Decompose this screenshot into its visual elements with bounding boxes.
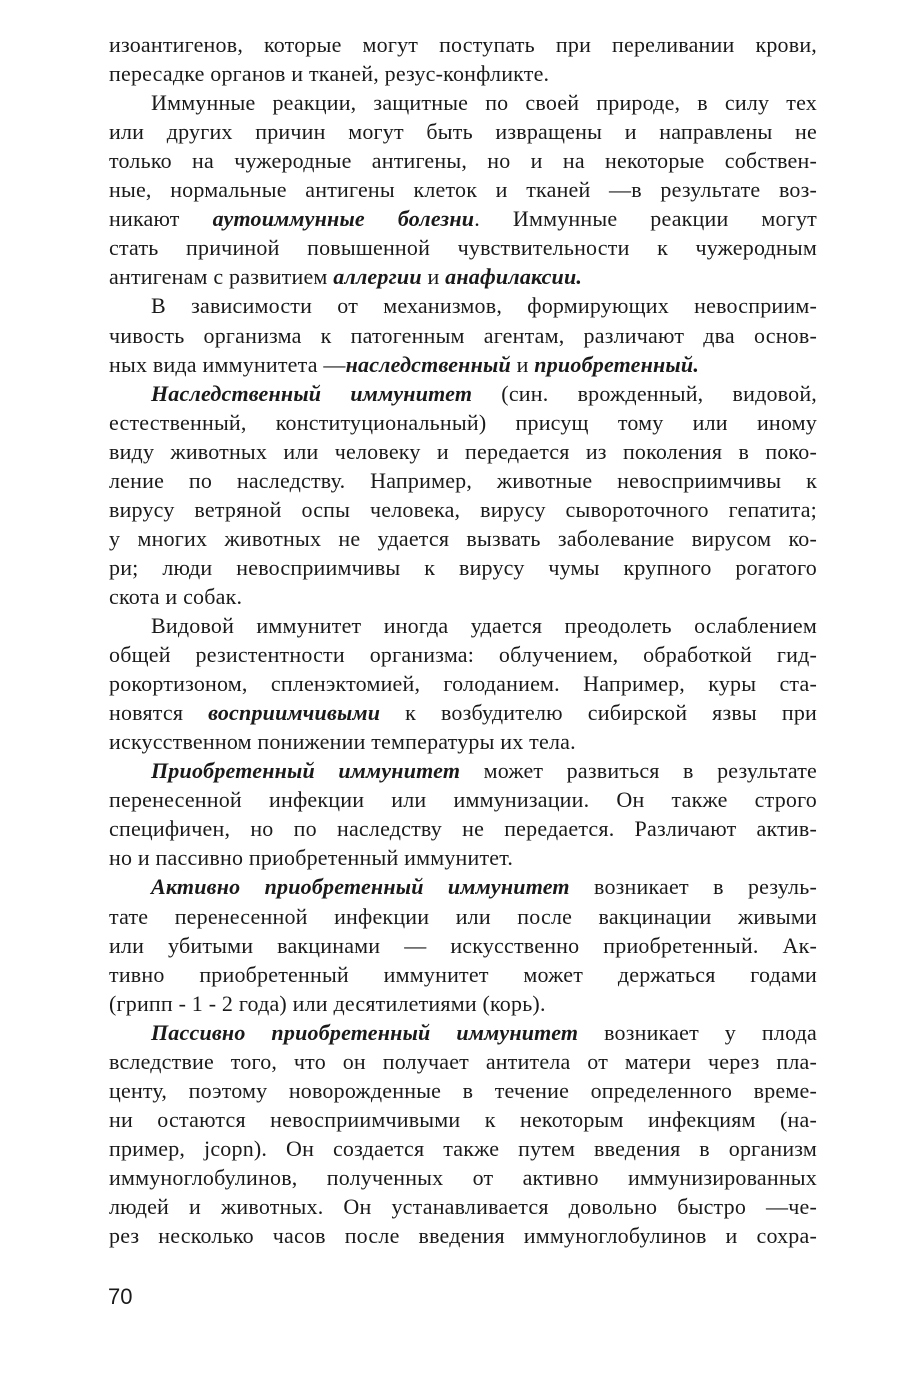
text-run: или убитыми вакцинами — искусственно приобретенный. Ак- [109,932,817,958]
emphasized-term: восприимчивыми [208,700,381,726]
text-run: только на чужеродные антигены, но и на некоторые собствен- [109,148,817,174]
text-line [109,408,817,437]
text-line [109,785,817,814]
text-run: или других причин могут быть извращены и направлены не [109,119,817,145]
text-line [109,350,817,379]
text-run: (син. врожденный, видовой, [472,380,817,406]
text-run: (грипп - 1 - 2 года) или десятилетиями (корь). [109,990,546,1016]
text-line [109,204,817,233]
emphasized-term: анафилаксии. [445,264,583,290]
text-line [109,1221,817,1250]
emphasized-term: Активно приобретенный иммунитет [151,874,570,900]
text-run: центу, поэтому новорожденные в течение определенного време- [109,1077,817,1103]
text-run: . Иммунные реакции могут [474,206,817,232]
text-line [109,640,817,669]
text-run: виду животных или человеку и передается из поколения в поко- [109,438,817,464]
text-run: ление по наследству. Например, животные невосприимчивы к [109,467,817,493]
text-run: тате перенесенной инфекции или после вакцинации живыми [109,903,817,929]
text-run: возникает в резуль- [569,874,817,900]
emphasized-term: наследственный [345,351,511,377]
text-line [109,437,817,466]
text-line [109,902,817,931]
text-run: искусственном понижении температуры их тела. [109,729,576,755]
text-run: вирусу ветряной оспы человека, вирусу сывороточного гепатита; [109,496,817,522]
text-run: иммуноглобулинов, полученных от активно иммунизированных [109,1164,817,1190]
text-line [109,30,817,59]
text-run: рез несколько часов после введения иммуноглобулинов и сохра- [109,1223,817,1249]
emphasized-term: аллергии [333,264,422,290]
text-line [109,146,817,175]
text-run: никают [109,206,213,232]
text-line [109,1192,817,1221]
text-run: к возбудителю сибирской язвы при [380,700,817,726]
text-line [109,1105,817,1134]
text-run: у многих животных не удается вызвать заболевание вирусом ко- [109,525,817,551]
text-line [109,321,817,350]
text-line [109,1076,817,1105]
text-run: скота и собак. [109,583,243,609]
text-run: пример, jcopn). Он создается также путем введения в организм [109,1135,817,1161]
text-run: вследствие того, что он получает антитела от матери через пла- [109,1048,817,1074]
emphasized-term: Пассивно приобретенный иммунитет [151,1019,579,1045]
text-run: пересадке органов и тканей, резус-конфликте. [109,61,550,87]
text-run: В зависимости от механизмов, формирующих невосприим- [151,293,817,319]
text-run: естественный, конституциональный) присущ тому или иному [109,409,817,435]
text-line [109,59,817,88]
text-run: но и пассивно приобретенный иммунитет. [109,845,514,871]
text-run: Видовой иммунитет иногда удается преодолеть ослаблением [151,613,817,638]
text-line [109,931,817,960]
text-run: ни остаются невосприимчивыми к некоторым инфекциям (на- [109,1106,817,1132]
text-line [109,727,817,756]
text-line [109,233,817,262]
text-line [151,88,817,117]
text-line [109,989,817,1018]
emphasized-term: Наследственный иммунитет [151,380,473,406]
text-run: и [510,351,535,377]
text-run: возникает у плода [578,1019,817,1045]
text-line [151,379,817,408]
text-line [109,117,817,146]
text-line [109,1163,817,1192]
text-run: рокортизоном, спленэктомией, голоданием. Например, куры ста- [109,671,817,697]
emphasized-term: приобретенный. [534,351,700,377]
text-line [151,872,817,901]
text-run: и [421,264,446,290]
text-line [109,698,817,727]
text-run: специфичен, но по наследству не передается. Различают актив- [109,816,817,842]
text-run: может развиться в результате [460,758,817,784]
text-run: ных вида иммунитета — [109,351,346,377]
text-line [151,611,817,640]
text-run: людей и животных. Он устанавливается довольно быстро —че- [109,1194,817,1219]
emphasized-term: Приобретенный иммунитет [151,758,461,784]
text-line [109,466,817,495]
text-run: изоантигенов, которые могут поступать при переливании крови, [109,32,817,57]
text-run: ри; люди невосприимчивы к вирусу чумы крупного рогатого [109,554,817,580]
text-line [109,582,817,611]
text-run: антигенам с развитием [109,264,334,290]
text-line [109,175,817,204]
text-line [109,843,817,872]
text-run: ные, нормальные антигены клеток и тканей —в результате воз- [109,177,817,203]
page-number: 70 [108,1284,133,1309]
text-run: Иммунные реакции, защитные по своей природе, в силу тех [151,90,817,116]
text-line [151,291,817,320]
text-line [109,524,817,553]
text-line [109,1047,817,1076]
text-line [109,669,817,698]
text-line [109,1134,817,1163]
text-run: перенесенной инфекции или иммунизации. Он также строго [109,787,817,813]
text-line [109,960,817,989]
text-run: новятся [109,700,209,726]
emphasized-term: аутоиммунные болезни [212,206,475,232]
text-run: чивость организма к патогенным агентам, различают два основ- [109,322,817,348]
text-run: стать причиной повышенной чувствительности к чужеродным [109,235,817,261]
text-line [109,495,817,524]
text-line [109,553,817,582]
text-line [151,756,817,785]
text-line [109,814,817,843]
text-line [151,1018,817,1047]
text-run: тивно приобретенный иммунитет может держаться годами [109,961,817,987]
text-line [109,262,817,291]
text-run: общей резистентности организма: облучением, обработкой гид- [109,642,817,668]
